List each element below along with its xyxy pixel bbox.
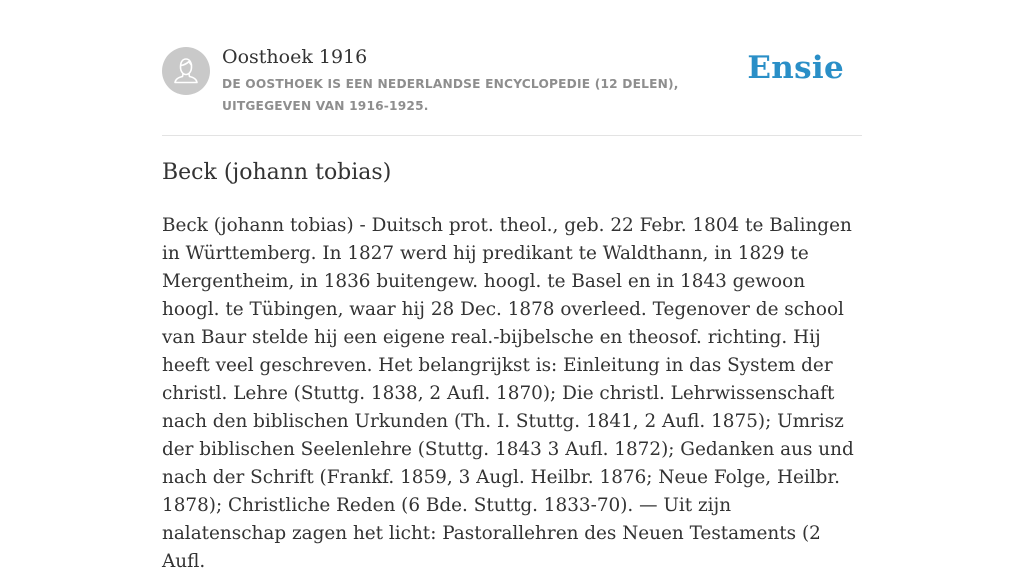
source-avatar[interactable] bbox=[162, 47, 210, 95]
source-title[interactable]: Oosthoek 1916 bbox=[222, 46, 368, 68]
article-title: Beck (johann tobias) bbox=[162, 160, 392, 185]
source-description: DE OOSTHOEK IS EEN NEDERLANDSE ENCYCLOPEDIE (12 DELEN), UITGEGEVEN VAN 1916-1925. bbox=[222, 77, 679, 113]
user-silhouette-icon bbox=[162, 47, 210, 95]
article-body: Beck (johann tobias) - Duitsch prot. theol., geb. 22 Febr. 1804 te Balingen in Württemberg. In 1827 werd hij predikant te Waldthann, in 1829 te Mergentheim, in 1836 buitengew. hoogl. te Basel en in 1843 gewoon hoogl. te Tübingen, waar hij 28 Dec. 1878 overleed. Tegenover de school van Baur stelde hij een eigene real.-bijbelsche en theosof. richting. Hij heeft veel geschreven. Het belangrijkst is: Einleitung in das System der christl. Lehre (Stuttg. 1838, 2 Aufl. 1870); Die christl. Lehrwissenschaft nach den biblischen Urkunden (Th. I. Stuttg. 1841, 2 Aufl. 1875); Umrisz der biblischen Seelenlehre (Stuttg. 1843 3 Aufl. 1872); Gedanken aus und nach der Schrift (Frankf. 1859, 3 Augl. Heilbr. 1876; Neue Folge, Heilbr. 1878); Christliche Reden (6 Bde. Stuttg. 1833-70). — Uit zijn nalatenschap zagen het licht: Pastorallehren des Neuen Testaments (2 Aufl. bbox=[162, 215, 854, 572]
source-header bbox=[162, 46, 862, 116]
ensie-logo[interactable]: Ensie bbox=[747, 50, 844, 86]
header-divider bbox=[162, 135, 862, 136]
